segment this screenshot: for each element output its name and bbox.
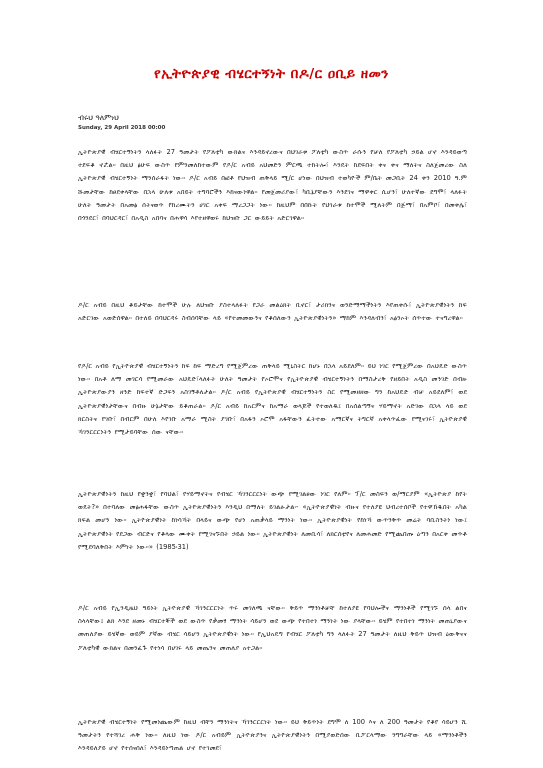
paragraph-2: ዶ/ር አብይ በዚህ ቆይታቸው ከተሞች ሁሉ ለህዝቡ ያስተላለፉት የጋራ መልዕክት ቢኖር፣ ታሪክንና ወንድማማችነትን እየጠቀሱ፣ ኢትዮጵያዊነትን ከፍ አድርገው አወድሰዋል። በተለይ በባህርዳሩ ስብሰባቸው ላይ «የተመመውንና የቆሰለውን ኢትዮጵያዊነትን» ማከም እንዳለብን፣ አፅንኦት ሰጥተው ተናግረዋል።: [78, 301, 467, 323]
paragraph-5: ዶ/ር አብይ የኢንዲዜህ ዓይነት ኢትዮጵያዊ ኻገንርርርነት ጥሩ መገለጫ ናቸው። ቅይጥ ማንነቶቻቸ ከተለያዩ የባህሎችና ማንነቶች የሚገኙ ሰላ ልበና ስላላቸው፤ ልክ እንደ ዘመኑ ብሄርተኞች ወደ ውስጥ የቃመፃ ማንነት ሳይሆን ወደ ውጭ የተበተነ ማንነት ነው ያላቸው። ይሄም የተበተነ ማንነት መጠኒያውና መጠለያው ይሄኛው ወይም ያኛው ብሄር ሳይሆን ኢትዮጵያዊነት ነው። የኢህአዴግ የብሄር ፖለቲካ ግን ላለፉት 27 ዓመታት ለዚህ ቅይጥ ህዝብ ዕውቅናና ፖለቲካዊ ውክልና በመንፈጉ የተነሳ በሀገሩ ላይ መጤንና መጠለያ አተጋል።: [78, 604, 467, 652]
paragraph-3: የዶ/ር አብይ የኢትዮጵያዊ ብሄርተኝነትን ከፍ ከፍ ማድረግ የሚጀምረው ጠቅላይ ሚኒስትር ከሆኑ በኋላ አይደለም። ይህ ነገር የሚጀምረው በአህዴድ ውስጥ ነው። በአቶ ለማ መገርሳ የሚመራው አህዴድ፣ላለፉት ሁለት ዓመታት የኦሮሞና የኢትዮጵያዊ ብሄርተኝነትን በማስታረቅ የዘይበት አዲስ መንገድ በብዙ ኢትዮጵያውያን ዘንድ ከፍተኛ ድጋፍን አስገኝቶለታል። ዶ/ር አብይ የኢትዮጵያዊ ብሄርተኝነትን ስር የሚመዘዘው ግን ከአህዴድ ብቻ አይደለም፣ ወደ ኢትዮጵያዊነታቸውና በብዙ ሁኔታቸው ይቆጠራል። ዶ/ር አብይ ከአርምና ከአማራ ወላጆች የተወለዱ፤ በአሰልጣኝና ሃይማኖት አድገው በኋላ ላይ ወደ ክርስትና የገቡ፣ በብርም በሁለ እየገቡ አማራ ሚስት ያገቡ፣ በአፋን ኦሮሞ አፋቸውን ፈትተው አማርኛና ትግርኛ አቀላጥፈው የሚናገሩ፣ ኢትዮጵያዊ ኻገንርርርነትን የሚታይባቸው ሰው ናቸው።: [78, 362, 467, 437]
paragraph-4: ኢትዮጵያዊነትን ከዚህ የቋንቋ፣ የባህል፣ የሃይማኖትና የብሄር ኻገንርርርነት ውጭ የሚገልፀው ነገር የለም። ፕ/ር መስፍን ወ/ማርያም «ኢትዮጵያ ከየት ወዴት?» በተባለው መፅሐፋቸው ውስጥ ኢትዮጵያዊነትን እንዲህ በማለት ይገልፁታል፡- «ኢትዮጵያዊነት ብዙና የተለያዩ ህብረተሰቦች የተዋኸዱበት አካል ክፍል መሆን ነው። ኢትዮጵያዊነት ከነሳኻት በላይና ውጭ የሆነ አጠቃላይ ማንነት ነው። ኢትዮጵያዊነት የከነኻ ውጥንቅጥ መሬት ባቢስንትነ ነው፤ ኢትዮጵያዊነት የደጋው ብርድና የቆላው ሙቀት የሚገናኙበት ኃይል ነው። ኢትዮጵያዊነት ለመቢሳ፣ ለክርሰቲየና ለመሐመድ የሚጨበጡ ዕጣን በአርቀ መጥቶ የሚደባለቅበት እምነት ነው።» (1985፡31): [78, 490, 467, 551]
article-title: የኢትዮጵያዊ ብሄርተኝነት በዶ/ር ዐቢይ ዘመን: [154, 66, 389, 82]
paragraph-1: ኢትዮጵያዊ ብሄርተኝነትን ላለፉት 27 ዓመታት የፖለቲካ ውክልና እንዳይኖረውና በህገራቱ ፖለቲካ ውስጥ ራሱን የቻለ የፖለቲካ ኃይል ሆኖ እንዳይወጣ ተደፍቆ ኖሯል። በዚህ ፅሁፍ ውስጥ የምንመለከተውም የዶ/ር አብይ አህመድን ምርጫ ተከትሎ፣ እንዴት ከደፍበት ቀና ቀና ማለትና ስለጀመረው ስለ ኢትዮጵያዊ ብሄርተኝነት ማንሰራፋት ነው። ዶ/ር አብይ በፎቶ የህዝብ ጠቅላይ ሚ/ር ሆነው በህዝብ ተወካዮች ም/ቤት መጋቢት 24 ቀን 2010 ዓ.ም ሹመታቸው ከፀደቀላቸው በኋላ ሁለቱ አበይት ተግባሮችን እከናውነዋል። የመጀመሪያው፣ ካቢኔያቸውን እንደገና ማዋቀር ሲሆን፣ ሁለተኛው ደግሞ፣ ላለፉት ሁለት ዓመታት በአመፅ ሰትናወጥ የከረሙትን ሀገር አቀፍ ማረጋጋት ነው። ከዚህም በበኩት የህገራቱ ከተሞች ሚለትም በጅማ፣ በአምቦ፣ በመቀሌ፣ በጎንደር፣ በባህርዳር፣ በአዲስ አበባና በሐዋሳ እየተዘዋወሩ ከህዝቡ ጋር ውይይት አድርገዋል።: [78, 148, 467, 223]
article-date: Sunday, 29 April 2018 00:00: [78, 125, 166, 131]
paragraph-6: ኢትዮጵያዊ ብሄርተኝነት የሚመነጨውም ከዚህ ብቸን ማንነትና ኻገንርርርነት ነው። ይህ ቅይጥነት ደግሞ ለ 100 እና ለ 200 ዓመታት የቆየ ሳይሆን ሺ ዓመታትን የተሻገረ ሐቅ ነው። ለዚህ ነው ዶ/ር አብይም ኢትዮጵያንና ኢትዮጵያዊነትን በሚያወድሰው ቢፖርላማው ንግግራቸው ላይ «ማንነቶችን እንዳይለያይ ሆኖ የተሰናሰለ፣ እንዳይነጣጠል ሆኖ የተገመደ፣: [78, 718, 467, 753]
article-author: ብሩህ ዓለምነህ: [78, 113, 119, 122]
